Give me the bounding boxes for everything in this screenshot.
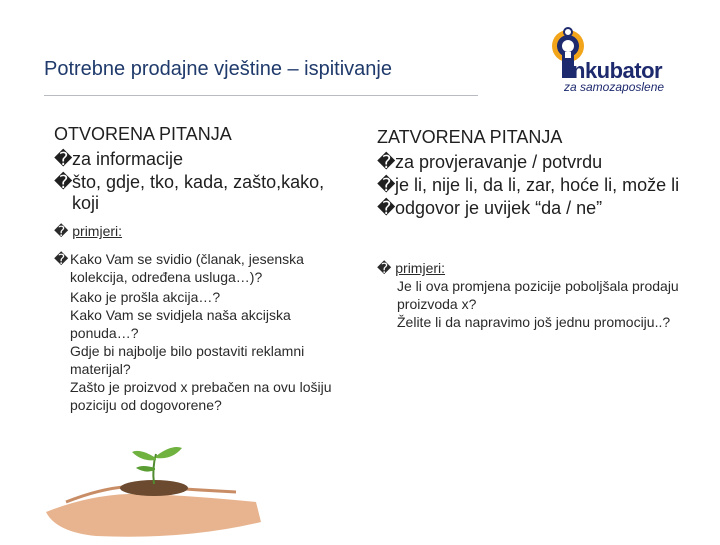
title-underline [44, 95, 478, 96]
open-questions-heading: OTVORENA PITANJA [54, 124, 232, 144]
seedling-icon [36, 432, 266, 540]
closed-examples-heading [377, 259, 697, 277]
examples-label: primjeri: [395, 260, 446, 276]
closed-bullet [377, 175, 697, 196]
example-text: Je li ova promjena pozicije poboljšala prodaju proizvoda x? [397, 278, 679, 312]
example-text: Kako Vam se svidjela naša akcijska ponuda…? [70, 307, 291, 341]
logo-wordmark: nkubator [572, 58, 663, 83]
inkubator-logo [550, 24, 684, 94]
hand-seedling-image [36, 432, 266, 540]
bullet-icon: � [377, 260, 392, 276]
bullet-icon: � [54, 223, 69, 239]
bullet-icon: � [54, 251, 69, 267]
bullet-text: što, gdje, tko, kada, zašto,kako, koji [72, 172, 325, 213]
example-text: Kako je prošla akcija…? [70, 289, 221, 305]
closed-bullet [377, 152, 697, 173]
bullet-text: odgovor je uvijek “da / ne” [395, 198, 603, 218]
bullet-icon: � [377, 152, 396, 172]
example-text: Želite li da napravimo još jednu promociju..? [397, 314, 671, 330]
logo-subtitle: za samozaposlene [564, 80, 665, 94]
open-questions-column [54, 124, 354, 414]
open-bullet [54, 149, 354, 170]
open-examples [54, 250, 354, 414]
bullet-icon: � [377, 175, 396, 195]
example-text: Gdje bi najbolje bilo postaviti reklamni materijal? [70, 343, 305, 377]
bullet-text: za informacije [72, 149, 184, 169]
bullet-text: za provjeravanje / potvrdu [395, 152, 603, 172]
examples-label: primjeri: [72, 223, 123, 239]
bullet-icon: � [377, 198, 396, 218]
example-item [54, 250, 354, 286]
open-examples-heading [54, 222, 354, 240]
page-title: Potrebne prodajne vještine – ispitivanje [44, 58, 392, 80]
closed-questions-heading: ZATVORENA PITANJA [377, 127, 563, 147]
bullet-text: je li, nije li, da li, zar, hoće li, može li [395, 175, 680, 195]
closed-examples [377, 277, 687, 331]
bullet-icon: � [54, 149, 73, 169]
closed-bullet [377, 198, 697, 219]
example-text: Kako Vam se svidio (članak, jesenska kolekcija, određena usluga…)? [70, 251, 304, 285]
open-bullet [54, 172, 354, 214]
example-text: Zašto je proizvod x prebačen na ovu lošiju poziciju od dogovorene? [70, 379, 332, 413]
bullet-icon: � [54, 172, 73, 192]
closed-questions-column [377, 127, 697, 331]
